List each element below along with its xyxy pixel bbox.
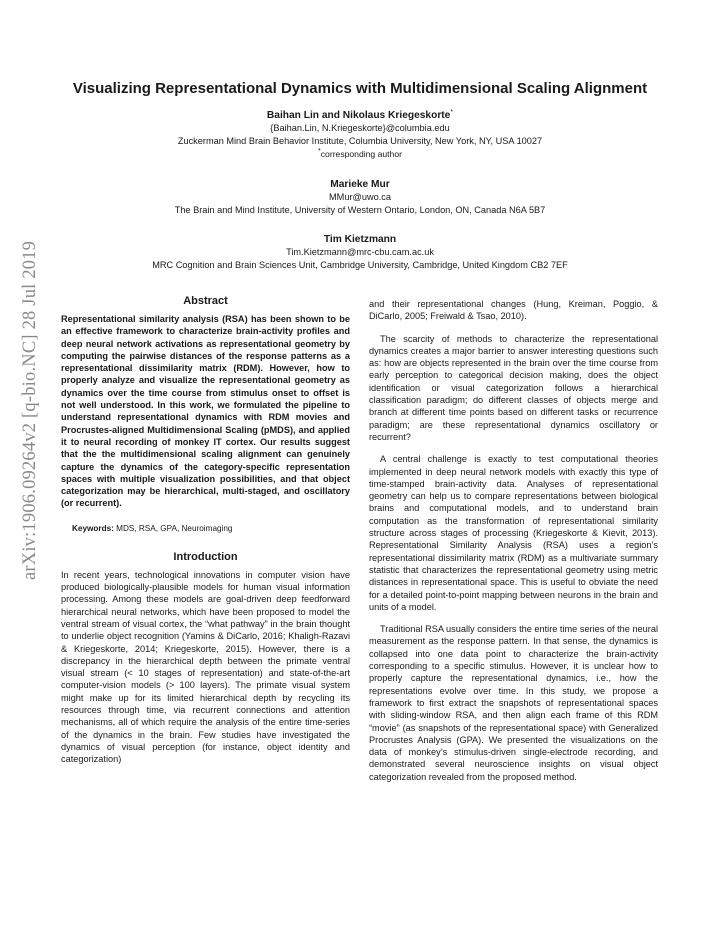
keywords-label: Keywords: [72, 523, 114, 533]
author-affiliation: Zuckerman Mind Brain Behavior Institute, Columbia University, New York, NY, USA 10027 [177, 136, 543, 146]
author-affiliation: MRC Cognition and Brain Sciences Unit, Cambridge University, Cambridge, United Kingdom CB2 7EF [152, 260, 568, 270]
author-block-1 [0, 109, 720, 161]
author-block-3 [0, 233, 720, 272]
keywords-line [72, 524, 350, 533]
intro-paragraph-1: In recent years, technological innovations in computer vision have produced biologically-plausible models for human visual information processing. Among these models are goal-driven deep feedforward hierarchical neural networks, which have been proposed to model the ventral stream of visual cortex, the “what pathway” in the brain thought to underlie object recognition (Yamins & DiCarlo, 2016; Khaligh-Razavi & Kriegeskorte, 2014; Kriegeskorte, 2015). However, there is a discrepancy in the hierarchical depth between the primate ventral visual stream (< 10 stages of representation) and state-of-the-art computer-vision models (> 100 layers). The primate visual system might make up for its limited hierarchical depth by recycling its resources through time, via recurrent connections and attention mechanisms, all of which require the analysis of the entire time-series of the dynamics in the brain. Few studies have investigated the dynamics of visual perception (for instance, object identity and categorization) [61, 569, 350, 765]
intro-paragraph-1-continued: and their representational changes (Hung, Kreiman, Poggio, & DiCarlo, 2005; Freiwald & Tsao, 2010). [369, 299, 658, 322]
intro-paragraph-2: The scarcity of methods to characterize the representational dynamics creates a major barrier to answer interesting questions such as: how are objects represented in the brain over the time course from early perception to categorical decision making, does the object identification or visual categorization follows a hierarchical classification paradigm; do different classes of objects merge and branch at different time points based on different tasks or recurrence paradigm; are these representational dynamics oscillatory or recurrent? [369, 333, 658, 442]
author-email: {Baihan.Lin, N.Kriegeskorte}@columbia.edu [270, 123, 450, 133]
abstract-text: Representational similarity analysis (RSA) has been shown to be an effective framework to characterize brain-activity profiles and deep neural network activations as representational geometry by computing the pairwise distances of the response patterns as a representational dissimilarity matrix (RDM). However, how to properly analyze and visualize the representational geometry as dynamics over the time course from stimulus onset to offset is not well understood. In this work, we formulated the pipeline to understand representational dynamics with RDM movies and Procrustes-aligned Multidimensional Scaling (pMDS), and applied it to neural recording of monkey IT cortex. Our results suggest that the the multidimensional scaling alignment can genuinely capture the dynamics of the category-specific representation spaces with multiple visualization possibilities, and that object categorization may be hierarchical, multi-staged, and oscillatory (or recurrent). [61, 314, 350, 509]
author-block-2 [0, 178, 720, 217]
author-email: MMur@uwo.ca [329, 192, 391, 202]
paper-title: Visualizing Representational Dynamics with Multidimensional Scaling Alignment [72, 80, 648, 97]
note-mark: * [318, 148, 321, 156]
introduction-heading: Introduction [173, 550, 238, 563]
keywords-text: MDS, RSA, GPA, Neuroimaging [116, 523, 233, 533]
left-column [61, 295, 350, 766]
author-name: Baihan Lin and Nikolaus Kriegeskorte [266, 110, 451, 121]
abstract-heading: Abstract [183, 295, 228, 307]
right-column [369, 298, 658, 783]
arxiv-identifier: arXiv:1906.09264v2 [q-bio.NC] 28 Jul 2019 [20, 240, 40, 580]
corresponding-note: corresponding author [320, 149, 402, 159]
author-name: Tim Kietzmann [323, 234, 397, 245]
intro-paragraph-3: A central challenge is exactly to test computational theories implemented in deep neural network models with exactly this type of time-stamped brain-activity data. Analyses of representational geometry can help us to compare representations between biological brains and computational models, and to understand brain computation as the transformation of representational similarity structure across stages of processing (Kriegeskorte & Kievit, 2013). Representational Similarity Analysis (RSA) uses a region’s representational dissimilarity matrix (RDM) as a multivariate summary statistic that characterizes the representational geometry using metric distances in representational space. This is useful to obviate the need for a detailed point-to-point mapping between neurons in the brain and units of a model. [369, 454, 658, 612]
author-email: Tim.Kietzmann@mrc-cbu.cam.ac.uk [286, 247, 434, 257]
corresponding-mark: * [450, 108, 454, 116]
author-affiliation: The Brain and Mind Institute, University of Western Ontario, London, ON, Canada N6A 5B7 [174, 205, 546, 215]
author-name: Marieke Mur [330, 179, 390, 190]
intro-paragraph-4: Traditional RSA usually considers the entire time series of the neural measurement as the response pattern. In that sense, the dynamics is collapsed into one data point to characterize the brain-activity corresponding to a specific stimulus. However, it is unclear how to properly capture the representational dynamics, i.e., how the representations evolve over time. In this study, we propose a framework to first extract the snapshots of representational spaces with sliding-window RSA, and then align each frame of this RDM “movie” (as snapshots of the representational space) with Generalized Procrustes Analysis (GPA). We presented the visualizations on the data of monkey’s stimulus-driven single-electrode recording, and demonstrated several neuroscience insights on visual object categorization revealed from the proposed method. [369, 624, 658, 782]
